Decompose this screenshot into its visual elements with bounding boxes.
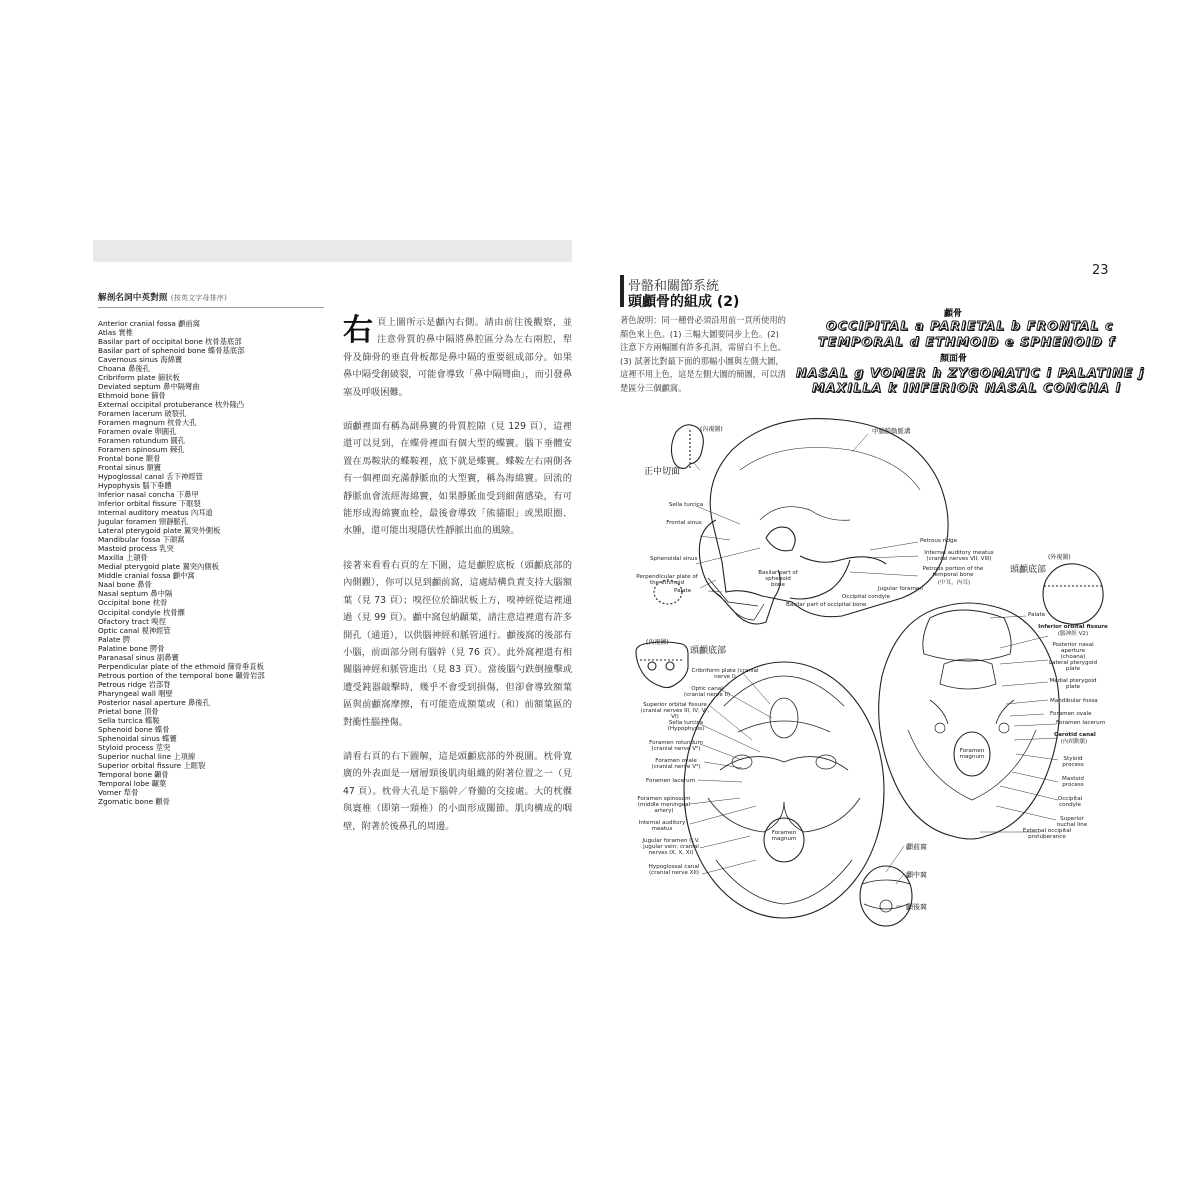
glossary-item: Zgomatic bone 顴骨	[98, 796, 171, 806]
superior-nuchal-label: Superior nuchal line	[1056, 816, 1088, 829]
glossary-item: Frontal sinus 額竇	[98, 463, 162, 473]
petrous-portion-zh: (中耳，內耳)	[937, 580, 971, 586]
foramen-rotundum-label: Foramen rotundum (cranial nerve V²)	[649, 740, 703, 753]
glossary-item: Petrous portion of the temporal bone 顳骨岩部	[98, 670, 265, 680]
drop-cap: 右	[343, 313, 373, 348]
palate-label: Palate	[674, 588, 692, 594]
glossary-item: Lateral pterygoid plate 翼突外側板	[98, 526, 221, 536]
glossary-item: Internal auditory meatus 內耳道	[98, 508, 213, 518]
glossary-item: Anterior cranial fossa 顱前窩	[98, 319, 201, 328]
glossary-item: Deviated septum 鼻中隔彎曲	[98, 382, 200, 392]
superior-orbital-label: Superior orbital fissure (cranial nerves III, IV, V¹, VI)	[640, 702, 710, 721]
glossary-item: Prietal bone 頂骨	[98, 706, 159, 716]
sagittal-skull	[699, 419, 948, 624]
glossary-item: Cavernous sinus 海綿竇	[98, 355, 183, 365]
internal-auditory-label: Internal auditory meatus (cranial nerves VII, VIII)	[924, 550, 994, 563]
palate-exterior-label: Palate	[1028, 612, 1046, 618]
glossary-item: Foramen spinosum 棘孔	[98, 445, 185, 455]
glossary-item: Jugular foramen 頸靜脈孔	[98, 517, 189, 527]
glossary-item: Temporal lobe 顳葉	[98, 778, 167, 788]
external-occipital-label: External occipital protuberance	[1022, 828, 1072, 841]
frontal-sinus-label: Frontal sinus	[666, 520, 702, 526]
jugular-label: Jugular foramen	[878, 586, 923, 592]
glossary-item: Naal bone 鼻骨	[98, 580, 152, 590]
glossary-item: Temporal bone 顳骨	[98, 769, 169, 779]
cranial-bones-line2: TEMPORAL d ETHMOID e SPHENOID f	[818, 334, 1116, 349]
posterior-nasal-label: Posterior nasal aperture (choana)	[1052, 642, 1094, 661]
interior-base-skull	[684, 662, 884, 918]
glossary-item: Middle cranial fossa 顱中窩	[98, 571, 195, 581]
glossary-item: External occipital protuberance 枕外隆凸	[98, 400, 245, 410]
hypoglossal-label: Hypoglossal canal (cranial nerve XII)	[648, 864, 700, 877]
glossary-title: 解剖名詞中英對照	[98, 293, 168, 303]
cranial-bones-line1: OCCIPITAL a PARIETAL b FRONTAL c	[826, 318, 1114, 333]
facial-bones-line1: NASAL g VOMER h ZYGOMATIC i PALATINE j	[796, 365, 1145, 380]
glossary-item: Pharyngeal wall 咽壁	[98, 688, 173, 698]
glossary-item: Inferior nasal concha 下鼻甲	[98, 490, 199, 500]
interior-inset-skull	[636, 642, 688, 688]
glossary-item: Frontal bone 額骨	[98, 454, 161, 464]
foramen-ovale-exterior-label: Foramen ovale	[1050, 711, 1092, 717]
inferior-orbital-label: Inferior orbital fissure	[1038, 624, 1108, 630]
page-number: 23	[1092, 263, 1109, 278]
occipital-condyle-label: Occipital condyle	[842, 594, 891, 600]
exterior-base-caption: 頭顱底部	[1010, 565, 1047, 575]
body-paragraph: 頭顱裡面有稱為副鼻竇的骨質腔隙（見 129 頁），這裡還可以見到，在蝶骨裡面有個大型的蝶竇。腦下垂體安置在馬鞍狀的蝶鞍裡，底下就是蝶竇。蝶鞍左右兩側各有一個裡面充滿靜脈血的大型竇，稱為海綿竇。回流的靜脈血會流經海綿竇，如果靜脈血受到細菌感染，有可能形成海綿竇血栓，最後會導致「熊貓眼」或黑眼圈、水腫，還可能出現隱伏性靜脈出血的風險。	[343, 421, 572, 537]
perpendicular-plate-label: Perpendicular plate of the ethmoid	[636, 574, 698, 587]
sella-turcica-label: Sella turcica (Hypophysis)	[667, 720, 705, 733]
glossary-item: Styloid process 莖突	[98, 742, 171, 752]
petrous-ridge-label: Petrous ridge	[920, 538, 958, 544]
glossary-item: Palate 腭	[98, 634, 131, 644]
foramen-spinosum-label: Foramen spinosum (middle meningeal artery)	[637, 796, 691, 815]
glossary-item: Posterior nasal aperture 鼻後孔	[98, 697, 210, 707]
cribriform-label: Cribriform plate (cranial nerve I)	[691, 668, 759, 681]
foramen-magnum-exterior-label: Foramen magnum	[959, 748, 985, 761]
foramen-lacerum-exterior-label: Foramen lacerum	[1056, 720, 1106, 726]
internal-auditory-interior-label: Internal auditory meatus	[638, 820, 686, 833]
glossary-item: Sphenoid bone 蝶骨	[98, 724, 170, 734]
section-title: 頭顱骨的組成 (2)	[628, 294, 740, 310]
exterior-inset-label: (外視圖)	[1048, 554, 1071, 561]
styloid-label: Styloid process	[1062, 756, 1084, 769]
exterior-inset-skull	[1043, 564, 1104, 624]
body-paragraph: 請看右頁的右下圖解，這是頭顱底部的外視圖。枕骨寬廣的外表面是一層層頸後肌肉組織的附著位置之一（見 47 頁）。枕骨大孔是下腦幹／脊髓的交接處。大的枕髁與寰椎（即第一頸椎）的小面形成關節。肌肉構成的咽壁，附著於後鼻孔的周邊。	[343, 750, 572, 832]
glossary-item: Paranasal sinus 副鼻竇	[98, 652, 179, 662]
occipital-condyle-exterior-label: Occipital condyle	[1057, 796, 1083, 809]
carotid-canal-label: Carotid canal	[1054, 732, 1096, 738]
facial-bones-title: 顏面骨	[940, 354, 968, 364]
glossary-item: Perpendicular plate of the ethmoid 篩骨垂直板	[98, 661, 264, 671]
mastoid-label: Mastoid process	[1062, 776, 1084, 789]
glossary-item: Vomer 犁骨	[98, 787, 139, 797]
glossary-item: Cribriform plate 篩狀板	[98, 373, 180, 383]
sphenoidal-sinus-label: Sphenoidal sinus	[650, 556, 698, 562]
glossary-item: Choana 鼻後孔	[98, 364, 150, 374]
glossary-item: Mastoid process 乳突	[98, 544, 174, 554]
basilar-sphenoid-label: Basilar part of sphenoid bone	[758, 570, 798, 589]
glossary-item: Ofactory tract 嗅徑	[98, 616, 166, 626]
middle-fossa-label: 顱中窩	[906, 871, 927, 879]
glossary-item: Hypophysis 腦下垂體	[98, 481, 172, 491]
interior-inset-label: (內視圖)	[646, 639, 669, 646]
foramen-lacerum-label: Foramen lacerum	[646, 778, 696, 784]
petrous-portion-label: Petrous portion of the temporal bone	[922, 566, 984, 579]
foramen-magnum-interior-label: Foramen magnum	[771, 830, 797, 843]
carotid-canal-zh: (內頸動脈)	[1060, 739, 1088, 745]
glossary-item: Nasal septum 鼻中隔	[98, 589, 173, 599]
medial-pterygoid-label: Medial pterygoid plate	[1049, 678, 1097, 691]
glossary-item: Foramen magnum 枕骨大孔	[98, 418, 197, 428]
glossary-item: Occipital bone 枕骨	[98, 598, 168, 608]
jugular-interior-label: Jugular foramen (I.V. jugular vein; cranial nerves IX, X, XI)	[642, 838, 700, 857]
sella-label: Sella turcica	[668, 502, 704, 508]
glossary-item: Petrous ridge 岩部脊	[98, 679, 171, 689]
glossary-item: Sphenoidal sinus 蝶竇	[98, 733, 177, 743]
foramen-ovale-label: Foramen ovale (cranial nerve V³)	[651, 758, 701, 771]
glossary-item: Maxilla 上頜骨	[98, 553, 148, 563]
inferior-orbital-nerve: (腦神經 V2)	[1057, 631, 1089, 637]
lateral-pterygoid-label: Lateral pterygoid plate	[1048, 660, 1098, 673]
sagittal-inset-label: (內視圖)	[700, 426, 723, 433]
glossary-item: Basilar part of occipital bone 枕骨基底部	[98, 337, 242, 347]
body-paragraph: 接著來看看右頁的左下圖，這是顱腔底板（頭顱底部的內側觀），你可以見到顱前窩，這處結構負責支持大腦額葉（見 73 頁）；嗅徑位於篩狀板上方，嗅神經從這裡通過（見 99 頁）。顱中窩包納顳葉，請注意這裡還有許多開孔（通道），以供腦神經和脈管通行。顱後窩的後部有小腦，前面部分則有腦幹（見 76 頁）。此外窩裡還有相關腦神經和脈管進出（見 83 頁）。當後腦勺跌倒撞擊或遭受鈍器敲擊時，幾乎不會受到損傷，但卻會導致額葉區與前顱窩摩擦，有可能造成額葉或（和）前額葉區的對衝性腦挫傷。	[343, 559, 572, 728]
glossary-item: Superior orbital fissure 上眶裂	[98, 760, 206, 770]
glossary-item: Mandibular fossa 下頜窩	[98, 535, 185, 545]
basilar-occipital-label: Basilar part of occipital bone	[786, 602, 867, 608]
exterior-base-skull	[879, 603, 1060, 839]
glossary-item: Superior nuchal line 上項線	[98, 751, 196, 761]
optic-canal-label: Optic canal (cranial nerve II)	[683, 686, 731, 699]
mandibular-fossa-label: Mandibular fossa	[1050, 698, 1098, 704]
glossary-item: Optic canal 視神經管	[98, 625, 171, 635]
glossary-item: Inferior orbital fissure 下眶裂	[98, 499, 201, 509]
glossary-item: Basilar part of sphenoid bone 蝶骨基底部	[98, 346, 245, 356]
glossary-item: Foramen lacerum 破裂孔	[98, 409, 187, 419]
interior-base-caption: 頭顱底部	[690, 646, 727, 656]
section-kicker: 骨骼和關節系統	[628, 279, 720, 294]
glossary-item: Foramen rotundum 圓孔	[98, 436, 186, 446]
coloring-notes: 著色說明：同一種骨必須沿用前一頁所使用的顏色來上色。(1) 三幅大圖要同步上色。(2) 注意下方兩幅圖有許多孔洞，需留白不上色。(3) 試著比對最下面的那幅小圖與左側大圖，這裡不用上色，這是左側大圖的簡圖，可以清楚區分三個顱窩。	[620, 315, 786, 393]
glossary-item: Hypoglossal canal 舌下神經管	[98, 472, 203, 482]
glossary-item: Ethmoid bone 篩骨	[98, 391, 166, 401]
facial-bones-line2: MAXILLA k INFERIOR NASAL CONCHA l	[812, 380, 1122, 395]
cranial-bones-title: 顱骨	[944, 309, 963, 319]
posterior-fossa-label: 顱後窩	[906, 903, 927, 911]
body-paragraph: 右頁上圖所示是顱內右側。請由前往後觀察，並注意骨質的鼻中隔將鼻腔區分為左右兩腔，犁骨及篩骨的垂直骨板都是鼻中隔的重要組成部分。如果鼻中隔受創破裂，可能會導致「鼻中隔彎曲」，而引發鼻塞及呼吸困難。	[343, 313, 572, 398]
fossae-diagram	[860, 866, 912, 926]
middle-meningeal-label: 中腦膜動脈溝	[872, 427, 911, 435]
glossary-item: Sella turcica 蝶鞍	[98, 715, 160, 725]
glossary-item: Foramen ovale 卵圓孔	[98, 427, 177, 437]
sagittal-caption: 正中切面	[644, 467, 681, 477]
glossary-item: Occipital condyle 枕骨髁	[98, 607, 185, 617]
glossary-item: Medial pterygoid plate 翼突內側板	[98, 562, 219, 572]
glossary-subtitle: (按英文字母排序)	[170, 294, 228, 302]
anterior-fossa-label: 顱前窩	[906, 843, 927, 851]
glossary-item: Palatine bone 腭骨	[98, 643, 165, 653]
glossary-item: Atlas 寰椎	[98, 328, 133, 338]
